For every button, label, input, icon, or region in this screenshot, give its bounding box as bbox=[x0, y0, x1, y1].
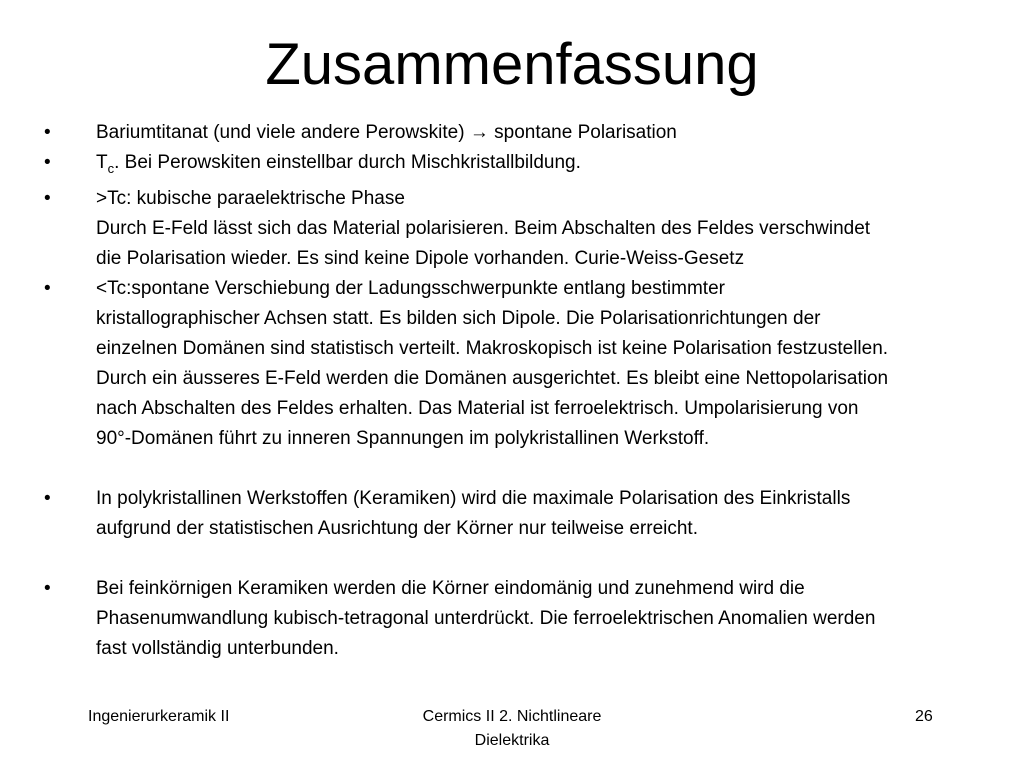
bullet-item-fine-grained bbox=[0, 574, 1024, 664]
bullet-item-polycrystalline bbox=[0, 484, 1024, 544]
bullet-line: fast vollständig unterbunden. bbox=[96, 637, 339, 659]
bullet-marker: • bbox=[44, 487, 51, 509]
bullet-line: kristallographischer Achsen statt. Es bilden sich Dipole. Die Polarisationrichtungen der bbox=[96, 307, 821, 329]
bullet-marker: • bbox=[44, 152, 51, 173]
slide-title: Zusammenfassung bbox=[265, 32, 759, 97]
bullet-item-polarisation bbox=[0, 118, 1024, 148]
footer-chapter bbox=[362, 705, 662, 753]
bullet-line: Bariumtitanat (und viele andere Perowskite) → spontane Polarisation bbox=[96, 122, 677, 143]
bullet-line bbox=[96, 148, 1024, 184]
bullet-item-below-tc bbox=[0, 274, 1024, 454]
bullet-marker: • bbox=[44, 187, 51, 209]
page-number: 26 bbox=[915, 708, 933, 725]
bullet-list bbox=[0, 118, 1024, 664]
bullet-line: aufgrund der statistischen Ausrichtung der Körner nur teilweise erreicht. bbox=[96, 517, 698, 539]
bullet-line: Bei feinkörnigen Keramiken werden die Körner eindomänig und zunehmend wird die bbox=[96, 577, 805, 599]
spacer bbox=[0, 544, 1024, 574]
bullet-marker: • bbox=[44, 122, 51, 143]
bullet-line: einzelnen Domänen sind statistisch verteilt. Makroskopisch ist keine Polarisation festzustellen. bbox=[96, 337, 889, 359]
footer-course-name: Ingenierurkeramik II bbox=[88, 708, 230, 725]
bullet-line: die Polarisation wieder. Es sind keine Dipole vorhanden. Curie-Weiss-Gesetz bbox=[96, 247, 745, 269]
bullet-marker: • bbox=[44, 577, 51, 599]
footer-chapter-line: Cermics II 2. Nichtlineare bbox=[422, 708, 602, 725]
bullet-item-tc bbox=[0, 148, 1024, 184]
bullet-line: Durch E-Feld lässt sich das Material polarisieren. Beim Abschalten des Feldes verschwindet bbox=[96, 217, 871, 239]
bullet-marker: • bbox=[44, 277, 51, 299]
bullet-line: Durch ein äusseres E-Feld werden die Domänen ausgerichtet. Es bleibt eine Nettopolarisation bbox=[96, 367, 889, 389]
tc-symbol: T bbox=[96, 152, 108, 173]
spacer bbox=[0, 454, 1024, 484]
bullet-line: <Tc:spontane Verschiebung der Ladungsschwerpunkte entlang bestimmter bbox=[96, 277, 725, 299]
bullet-line: nach Abschalten des Feldes erhalten. Das Material ist ferroelektrisch. Umpolarisierung von bbox=[96, 397, 859, 419]
bullet-line: >Tc: kubische paraelektrische Phase bbox=[96, 187, 405, 209]
tc-text: . Bei Perowskiten einstellbar durch Mischkristallbildung. bbox=[114, 152, 581, 173]
bullet-line: Phasenumwandlung kubisch-tetragonal unterdrückt. Die ferroelektrischen Anomalien werden bbox=[96, 607, 876, 629]
bullet-item-above-tc bbox=[0, 184, 1024, 274]
tc-subscript: c bbox=[107, 160, 115, 176]
bullet-line: 90°-Domänen führt zu inneren Spannungen im polykristallinen Werkstoff. bbox=[96, 427, 710, 449]
bullet-line: In polykristallinen Werkstoffen (Keramiken) wird die maximale Polarisation des Einkristalls bbox=[96, 487, 851, 509]
footer-chapter-line: Dielektrika bbox=[474, 732, 550, 749]
